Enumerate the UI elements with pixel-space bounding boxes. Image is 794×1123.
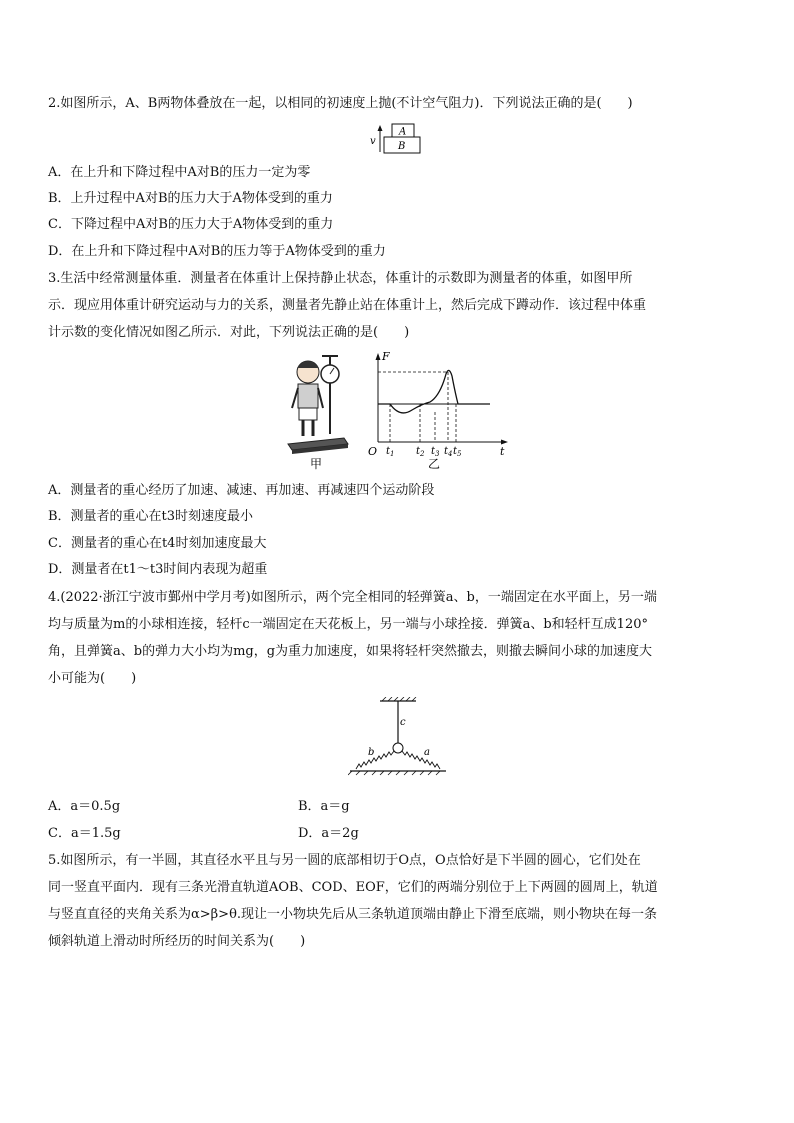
q2-option-a: A．在上升和下降过程中A对B的压力一定为零 xyxy=(48,165,311,180)
q3-option-c: C．测量者的重心在t4时刻加速度最大 xyxy=(48,536,267,551)
q2-arrow-head xyxy=(378,125,383,131)
tick-t4: $t_4$ xyxy=(444,446,453,458)
q2-option-d: D．在上升和下降过程中A对B的压力等于A物体受到的重力 xyxy=(48,244,386,259)
ball xyxy=(393,743,403,753)
q2-stem: 2.如图所示，A、B两物体叠放在一起，以相同的初速度上抛(不计空气阻力)．下列说法正确的是( ) xyxy=(48,96,633,111)
q2-block-b-label: B xyxy=(398,141,406,152)
q4-figure xyxy=(348,697,448,789)
q2-block-a-label: A xyxy=(399,126,407,138)
q2-figure xyxy=(368,122,428,156)
q4-option-d: D．a＝2g xyxy=(298,826,359,841)
q4-option-c: C．a＝1.5g xyxy=(48,826,121,841)
q2-option-b: B．上升过程中A对B的压力大于A物体受到的重力 xyxy=(48,191,333,206)
tick-t5: $t_5$ xyxy=(453,446,462,458)
tick-t1: $t_1$ xyxy=(386,446,395,458)
label-jia: 甲 xyxy=(310,457,323,471)
q3-option-d: D．测量者在t1～t3时间内表现为超重 xyxy=(48,562,268,577)
q4-stem-line3: 角，且弹簧a、b的弹力大小均为mg，g为重力加速度，如果将轻杆突然撤去，则撤去瞬间小球的加速度大 xyxy=(48,644,653,659)
q2-option-c: C．下降过程中A对B的压力大于A物体受到的重力 xyxy=(48,217,334,232)
q5-stem-line1: 5.如图所示，有一半圆，其直径水平且与另一圆的底部相切于O点，O点恰好是下半圆的圆心，它们处在 xyxy=(48,853,641,868)
q2-velocity-label: v xyxy=(370,136,376,147)
q4-stem-line4: 小可能为( ) xyxy=(48,671,137,686)
axis-t-label: t xyxy=(500,445,505,458)
q3-stem-line2: 示．现应用体重计研究运动与力的关系，测量者先静止站在体重计上，然后完成下蹲动作．该过程中体重 xyxy=(48,298,647,313)
person-body xyxy=(298,384,318,408)
q5-stem-line4: 倾斜轨道上滑动时所经历的时间关系为( ) xyxy=(48,934,306,949)
q4-stem-line2: 均与质量为m的小球相连接，轻杆c一端固定在天花板上，另一端与小球拴接．弹簧a、b和轻杆互成120° xyxy=(48,617,648,632)
tick-t2: $t_2$ xyxy=(416,446,425,458)
q3-stem-line1: 3.生活中经常测量体重．测量者在体重计上保持静止状态，体重计的示数即为测量者的体重，如图甲所 xyxy=(48,271,633,286)
q5-stem-line3: 与竖直直径的夹角关系为α>β>θ.现让一小物块先后从三条轨道顶端由静止下滑至底端，则小物块在每一条 xyxy=(48,907,658,922)
q3-figure-jia xyxy=(282,352,354,472)
spring-b-label: b xyxy=(368,747,375,758)
q3-option-b: B．测量者的重心在t3时刻速度最小 xyxy=(48,509,254,524)
label-yi: 乙 xyxy=(428,457,441,471)
axis-f-label: F xyxy=(382,352,390,363)
spring-a-label: a xyxy=(424,747,430,758)
spring-b xyxy=(356,751,394,769)
q4-option-b: B．a＝g xyxy=(298,799,350,814)
q4-stem-line1: 4.(2022·浙江宁波市鄞州中学月考)如图所示，两个完全相同的轻弹簧a、b，一端固定在水平面上，另一端 xyxy=(48,590,657,605)
force-curve xyxy=(378,370,490,412)
tick-t3: $t_3$ xyxy=(431,446,440,458)
q3-figure-yi xyxy=(362,352,512,472)
q3-option-a: A．测量者的重心经历了加速、减速、再加速、再减速四个运动阶段 xyxy=(48,483,435,498)
origin-label: O xyxy=(368,445,378,458)
q3-stem-line3: 计示数的变化情况如图乙所示．对此，下列说法正确的是( ) xyxy=(48,325,410,340)
q5-stem-line2: 同一竖直平面内．现有三条光滑直轨道AOB、COD、EOF，它们的两端分别位于上下两圆的圆周上，轨道 xyxy=(48,880,658,895)
rod-c-label: c xyxy=(400,717,406,728)
spring-a xyxy=(402,751,440,769)
q4-option-a: A．a＝0.5g xyxy=(48,799,121,814)
